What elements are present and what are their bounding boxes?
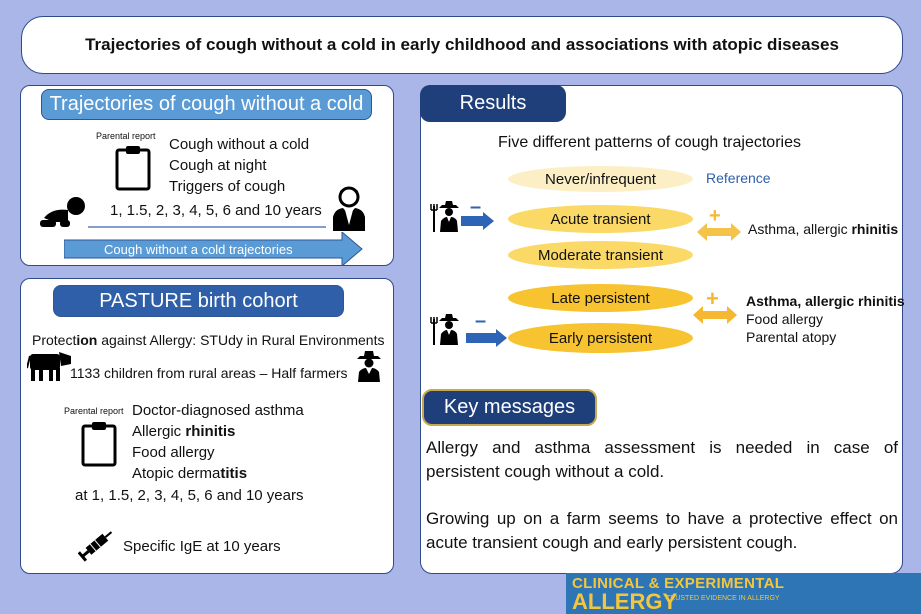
results-header: Results <box>420 85 566 122</box>
outcome-atopic-dermatitis: Atopic dermatitis <box>132 465 248 482</box>
key-message-1: Allergy and asthma assessment is needed in case of persistent cough without a cold. <box>426 438 898 481</box>
association-2-parental-atopy: Parental atopy <box>746 329 837 345</box>
journal-tagline: TRUSTED EVIDENCE IN ALLERGY <box>666 595 780 602</box>
association-2-bold: Asthma, allergic rhinitis <box>746 293 905 309</box>
key-messages-header: Key messages <box>422 389 597 426</box>
baby-icon <box>38 196 86 232</box>
pattern-never-infrequent: Never/infrequent <box>508 166 693 192</box>
journal-line1: CLINICAL & EXPERIMENTAL <box>572 575 785 592</box>
specific-ige: Specific IgE at 10 years <box>123 538 281 555</box>
parental-report-label-2: Parental report <box>64 406 124 416</box>
arrow-icon <box>466 329 508 347</box>
plus-sign-2: + <box>706 286 719 311</box>
association-1: Asthma, allergic rhinitis <box>748 221 899 237</box>
pattern-moderate-transient: Moderate transient <box>508 241 693 269</box>
pattern-early-persistent: Early persistent <box>508 323 693 353</box>
syringe-icon <box>78 525 118 563</box>
outcome-asthma: Doctor-diagnosed asthma <box>132 402 304 419</box>
parental-report-label: Parental report <box>96 131 156 141</box>
results-subtitle: Five different patterns of cough trajectories <box>498 134 801 151</box>
clipboard-icon <box>114 145 152 191</box>
association-2-food-allergy: Food allergy <box>746 311 824 327</box>
farmer-icon <box>354 350 384 382</box>
cow-icon <box>27 348 73 382</box>
minus-sign-1: – <box>470 196 482 218</box>
journal-logo <box>566 573 921 614</box>
page-title: Trajectories of cough without a cold in early childhood and associations with atopic diseases <box>21 16 903 74</box>
key-message-2: Growing up on a farm seems to have a protective effect on acute transient cough and early persistent cough. <box>426 509 898 552</box>
cough-item-2: Cough at night <box>169 157 267 174</box>
cough-item-3: Triggers of cough <box>169 178 286 195</box>
outcome-food-allergy: Food allergy <box>132 444 215 461</box>
cough-item-1: Cough without a cold <box>169 136 310 153</box>
outcome-rhinitis: Allergic rhinitis <box>132 423 236 440</box>
trajectories-header: Trajectories of cough without a cold <box>41 89 372 120</box>
left-timepoints: 1, 1.5, 2, 3, 4, 5, 6 and 10 years <box>110 202 322 219</box>
journal-line2: ALLERGY <box>572 589 678 614</box>
plus-sign-1: + <box>709 205 721 227</box>
farmer-icon <box>430 200 462 232</box>
pasture-acronym: Protection against Allergy: STUdy in Rural Environments <box>32 332 385 348</box>
arrow-icon <box>461 212 495 230</box>
pasture-header: PASTURE birth cohort <box>53 285 344 317</box>
timeline-line <box>88 225 326 229</box>
reference-label: Reference <box>706 170 771 186</box>
farmer-icon <box>430 313 462 345</box>
pattern-late-persistent: Late persistent <box>508 284 693 312</box>
pattern-acute-transient: Acute transient <box>508 205 693 233</box>
cough-trajectories-label: Cough without a cold trajectories <box>104 242 293 257</box>
pasture-timepoints: at 1, 1.5, 2, 3, 4, 5, 6 and 10 years <box>75 487 304 504</box>
doctor-icon <box>331 185 367 231</box>
double-arrow-icon <box>697 223 741 241</box>
minus-sign-2: – <box>475 310 487 332</box>
clipboard-icon <box>80 421 118 467</box>
children-count: 1133 children from rural areas – Half farmers <box>70 365 348 381</box>
double-arrow-icon <box>693 306 737 324</box>
